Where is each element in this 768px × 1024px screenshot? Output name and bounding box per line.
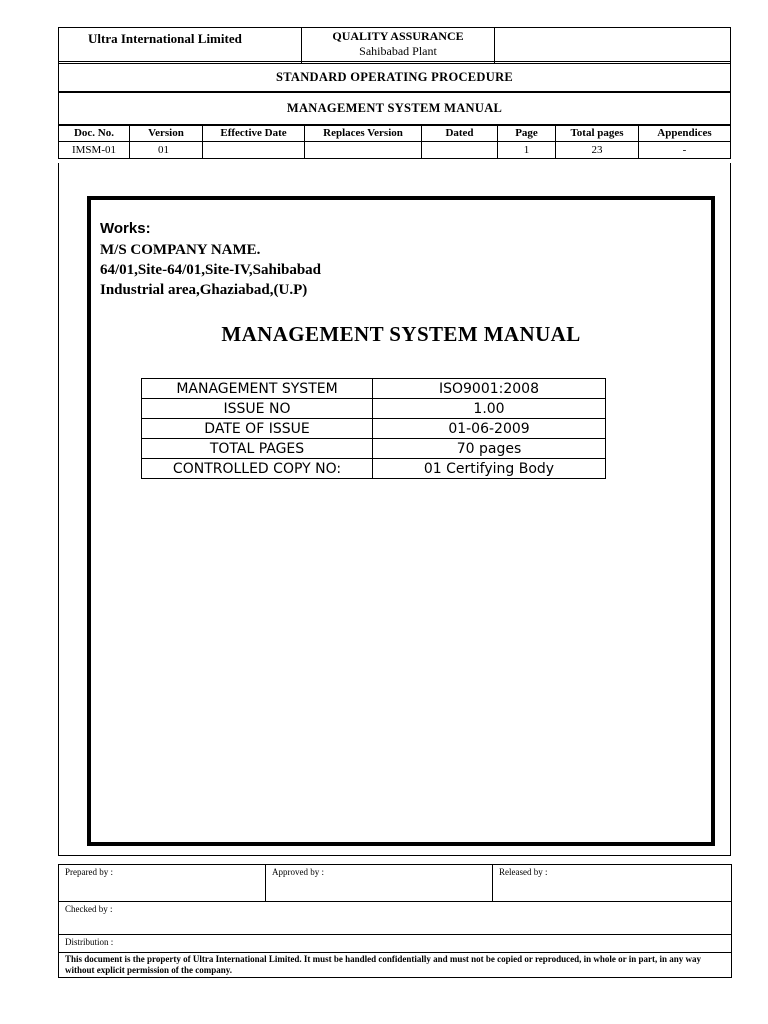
info-row bbox=[142, 379, 606, 399]
checked-by: Checked by : bbox=[59, 902, 732, 935]
meta-dated bbox=[422, 142, 498, 159]
info-label: TOTAL PAGES bbox=[142, 439, 373, 459]
info-label: MANAGEMENT SYSTEM bbox=[142, 379, 373, 399]
info-row bbox=[142, 419, 606, 439]
company-name: Ultra International Limited bbox=[88, 31, 242, 46]
info-table bbox=[141, 378, 606, 479]
released-by: Released by : bbox=[493, 865, 732, 902]
header-blank-cell bbox=[495, 28, 731, 64]
company-name-line: M/S COMPANY NAME. bbox=[100, 242, 261, 258]
manual-bar bbox=[58, 91, 731, 126]
meta-total-pages: 23 bbox=[556, 142, 639, 159]
distribution: Distribution : bbox=[59, 935, 732, 953]
info-value: 70 pages bbox=[373, 439, 606, 459]
meta-doc-no: IMSM-01 bbox=[59, 142, 130, 159]
department-name: QUALITY ASSURANCE bbox=[332, 29, 464, 43]
works-label: Works: bbox=[100, 220, 151, 237]
meta-header-dated: Dated bbox=[422, 125, 498, 142]
header-table bbox=[58, 27, 731, 64]
info-row bbox=[142, 399, 606, 419]
meta-replaces-version bbox=[305, 142, 422, 159]
info-label: ISSUE NO bbox=[142, 399, 373, 419]
document-title: MANAGEMENT SYSTEM MANUAL bbox=[221, 322, 581, 346]
meta-header-effective-date: Effective Date bbox=[203, 125, 305, 142]
info-label: DATE OF ISSUE bbox=[142, 419, 373, 439]
company-cell bbox=[59, 28, 302, 64]
approved-by: Approved by : bbox=[266, 865, 493, 902]
info-label: CONTROLLED COPY NO: bbox=[142, 459, 373, 479]
meta-table bbox=[58, 124, 731, 159]
sop-title: STANDARD OPERATING PROCEDURE bbox=[59, 62, 731, 93]
sop-bar bbox=[58, 61, 731, 93]
prepared-by: Prepared by : bbox=[59, 865, 266, 902]
info-value: 1.00 bbox=[373, 399, 606, 419]
confidentiality-notice: This document is the property of Ultra International Limited. It must be handled confidentially and must not be copied or reproduced, in whole or in part, in any way without explicit permission of the company. bbox=[59, 953, 732, 978]
manual-title-header: MANAGEMENT SYSTEM MANUAL bbox=[59, 92, 731, 126]
meta-effective-date bbox=[203, 142, 305, 159]
department-cell bbox=[302, 28, 495, 64]
address-line-1: 64/01,Site-64/01,Site-IV,Sahibabad bbox=[100, 262, 322, 278]
address-line-2: Industrial area,Ghaziabad,(U.P) bbox=[100, 282, 308, 298]
plant-name: Sahibabad Plant bbox=[359, 44, 437, 58]
meta-header-page: Page bbox=[498, 125, 556, 142]
meta-version: 01 bbox=[130, 142, 203, 159]
meta-page: 1 bbox=[498, 142, 556, 159]
info-value: 01-06-2009 bbox=[373, 419, 606, 439]
meta-header-version: Version bbox=[130, 125, 203, 142]
info-row bbox=[142, 439, 606, 459]
info-row bbox=[142, 459, 606, 479]
info-value: ISO9001:2008 bbox=[373, 379, 606, 399]
meta-header-total-pages: Total pages bbox=[556, 125, 639, 142]
meta-header-doc-no: Doc. No. bbox=[59, 125, 130, 142]
footer-table bbox=[58, 864, 732, 978]
meta-header-appendices: Appendices bbox=[639, 125, 731, 142]
info-value: 01 Certifying Body bbox=[373, 459, 606, 479]
meta-header-replaces-version: Replaces Version bbox=[305, 125, 422, 142]
meta-appendices: - bbox=[639, 142, 731, 159]
